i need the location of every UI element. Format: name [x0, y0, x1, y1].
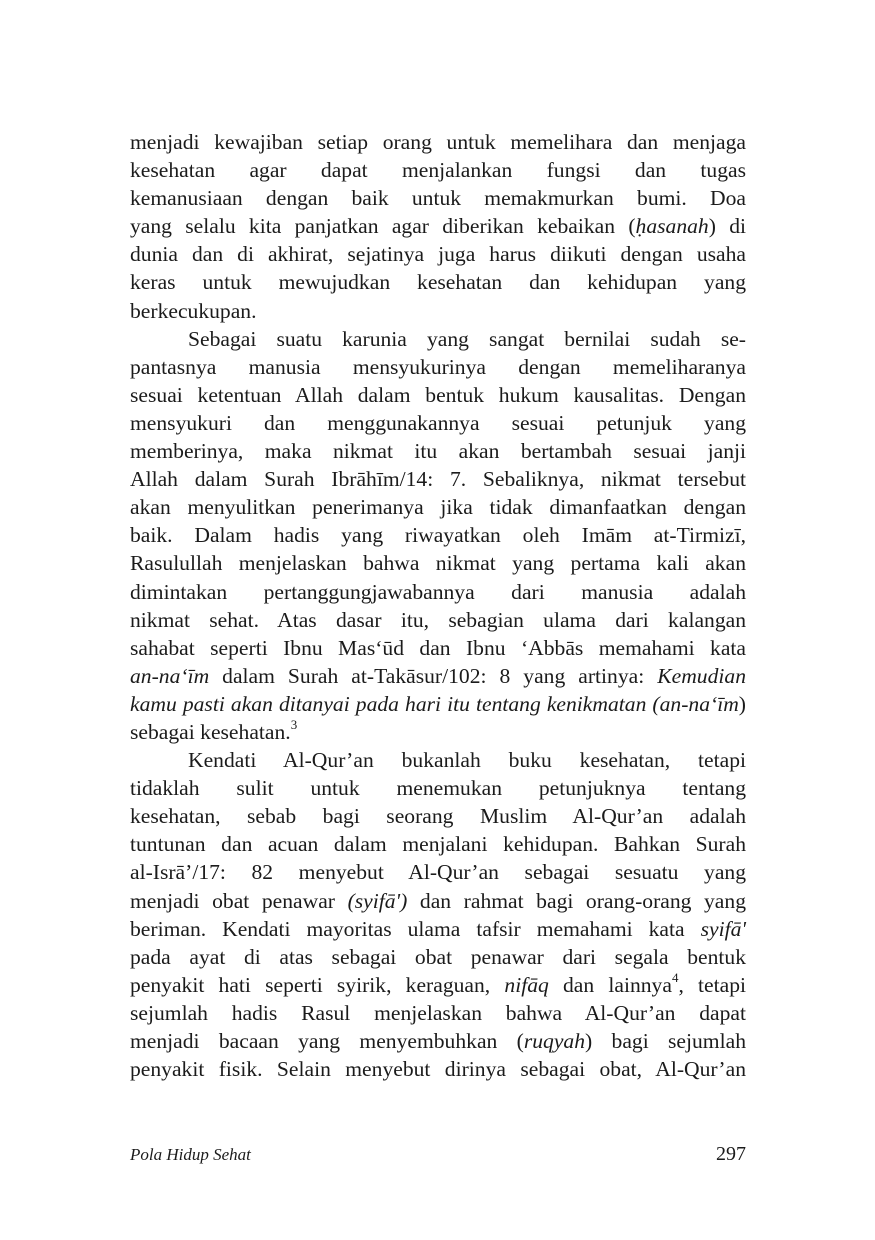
text-run: beriman. Kendati mayoritas ulama tafsir memahami kata — [130, 916, 701, 941]
italic-term: ruqyah — [523, 1029, 586, 1053]
text-run: pantasnya manusia mensyukurinya dengan memeliharanya — [130, 354, 746, 379]
text-line — [130, 325, 746, 353]
text-run: dan lainnya — [548, 972, 672, 997]
text-run: mensyukuri dan menggunakannya sesuai petunjuk yang — [130, 410, 746, 435]
text-line — [130, 746, 746, 774]
text-run: kesehatan, sebab bagi seorang Muslim Al-Qur’an adalah — [130, 804, 746, 829]
text-line — [130, 774, 746, 802]
text-run: berkecukupan. — [130, 298, 257, 323]
text-run: dimintakan pertanggungjawabannya dari manusia adalah — [130, 579, 746, 604]
text-line — [130, 493, 746, 521]
footnote-marker: 4 — [671, 969, 679, 985]
text-line — [130, 858, 746, 886]
page-footer — [130, 1143, 746, 1171]
text-line — [130, 212, 746, 240]
text-line — [130, 156, 746, 184]
body-text — [130, 128, 746, 1083]
text-line — [130, 606, 746, 634]
text-line — [130, 718, 746, 746]
italic-term: ḥasanah — [635, 214, 709, 239]
text-run: ) bagi sejumlah — [585, 1029, 746, 1053]
text-run: tidaklah sulit untuk menemukan petunjuknya tentang — [130, 776, 746, 801]
text-run: menjadi kewajiban setiap orang untuk memelihara dan menjaga — [130, 130, 746, 154]
text-run: Sebagai suatu karunia yang sangat bernilai sudah se- — [188, 326, 746, 351]
text-run: , tetapi — [678, 972, 746, 997]
text-line — [130, 915, 746, 943]
text-line — [130, 830, 746, 858]
text-run: baik. Dalam hadis yang riwayatkan oleh Imām at-Tirmizī, — [130, 523, 746, 548]
text-line — [130, 578, 746, 606]
text-line — [130, 1027, 746, 1055]
italic-term: an-na‘īm — [130, 663, 210, 688]
text-line — [130, 184, 746, 212]
running-title: Pola Hidup Sehat — [130, 1145, 251, 1164]
text-line — [130, 802, 746, 830]
text-line — [130, 465, 746, 493]
italic-term: (syifā') — [347, 888, 408, 913]
text-run: sejumlah hadis Rasul menjelaskan bahwa Al-Qur’an dapat — [130, 1000, 746, 1025]
text-line — [130, 549, 746, 577]
text-line — [130, 887, 746, 915]
text-run: ) — [738, 691, 746, 716]
text-run: tuntunan dan acuan dalam menjalani kehidupan. Bahkan Surah — [130, 832, 746, 857]
text-run: penyakit fisik. Selain menyebut dirinya sebagai obat, Al-Qur’an — [130, 1057, 746, 1082]
text-line — [130, 353, 746, 381]
text-run: menjadi bacaan yang menyembuhkan ( — [130, 1029, 524, 1053]
text-line — [130, 297, 746, 325]
text-line — [130, 268, 746, 296]
page-number: 297 — [716, 1143, 746, 1165]
text-run: dan rahmat bagi orang-orang yang — [407, 888, 746, 913]
text-line — [130, 409, 746, 437]
text-run: Kendati Al-Qur’an bukanlah buku kesehatan, tetapi — [188, 748, 746, 773]
text-run: penyakit hati seperti syirik, keraguan, — [130, 972, 505, 997]
italic-term: nifāq — [504, 972, 549, 997]
text-run: nikmat sehat. Atas dasar itu, sebagian ulama dari kalangan — [130, 607, 746, 632]
text-run: al-Isrā’/17: 82 menyebut Al-Qur’an sebagai sesuatu yang — [130, 860, 746, 885]
text-line — [130, 128, 746, 156]
text-run: Allah dalam Surah Ibrāhīm/14: 7. Sebaliknya, nikmat tersebut — [130, 467, 746, 492]
text-run: kesehatan agar dapat menjalankan fungsi dan tugas — [130, 158, 746, 183]
text-line — [130, 690, 746, 718]
text-run: pada ayat di atas sebagai obat penawar dari segala bentuk — [130, 944, 746, 969]
text-run: sesuai ketentuan Allah dalam bentuk hukum kausalitas. Dengan — [130, 382, 746, 407]
text-run: dalam Surah at-Takāsur/102: 8 yang artinya: — [209, 663, 658, 688]
text-run: akan menyulitkan penerimanya jika tidak dimanfaatkan dengan — [130, 495, 746, 520]
text-line — [130, 240, 746, 268]
text-line — [130, 1055, 746, 1083]
text-line — [130, 437, 746, 465]
text-run: ) di — [708, 214, 746, 239]
text-line — [130, 634, 746, 662]
italic-term: syifā' — [700, 916, 746, 941]
text-run: Rasulullah menjelaskan bahwa nikmat yang pertama kali akan — [130, 551, 746, 576]
text-run: sahabat seperti Ibnu Mas‘ūd dan Ibnu ‘Abbās memahami kata — [130, 635, 746, 660]
text-run: kemanusiaan dengan baik untuk memakmurkan bumi. Doa — [130, 186, 746, 211]
text-run: sebagai kesehatan. — [130, 719, 291, 744]
text-run: memberinya, maka nikmat itu akan bertambah sesuai janji — [130, 439, 746, 464]
text-line — [130, 521, 746, 549]
text-line — [130, 999, 746, 1027]
text-line — [130, 943, 746, 971]
italic-term: kamu pasti akan ditanyai pada hari itu tentang kenikmatan (an-na‘īm — [130, 691, 739, 716]
footnote-marker: 3 — [290, 716, 298, 732]
text-run: dunia dan di akhirat, sejatinya juga harus diikuti dengan usaha — [130, 242, 746, 267]
text-line — [130, 381, 746, 409]
text-run: menjadi obat penawar — [130, 888, 348, 913]
text-run: yang selalu kita panjatkan agar diberikan kebaikan ( — [130, 214, 636, 239]
text-run: keras untuk mewujudkan kesehatan dan kehidupan yang — [130, 270, 746, 295]
text-line — [130, 971, 746, 999]
text-line — [130, 662, 746, 690]
italic-term: Kemudian — [657, 663, 746, 688]
